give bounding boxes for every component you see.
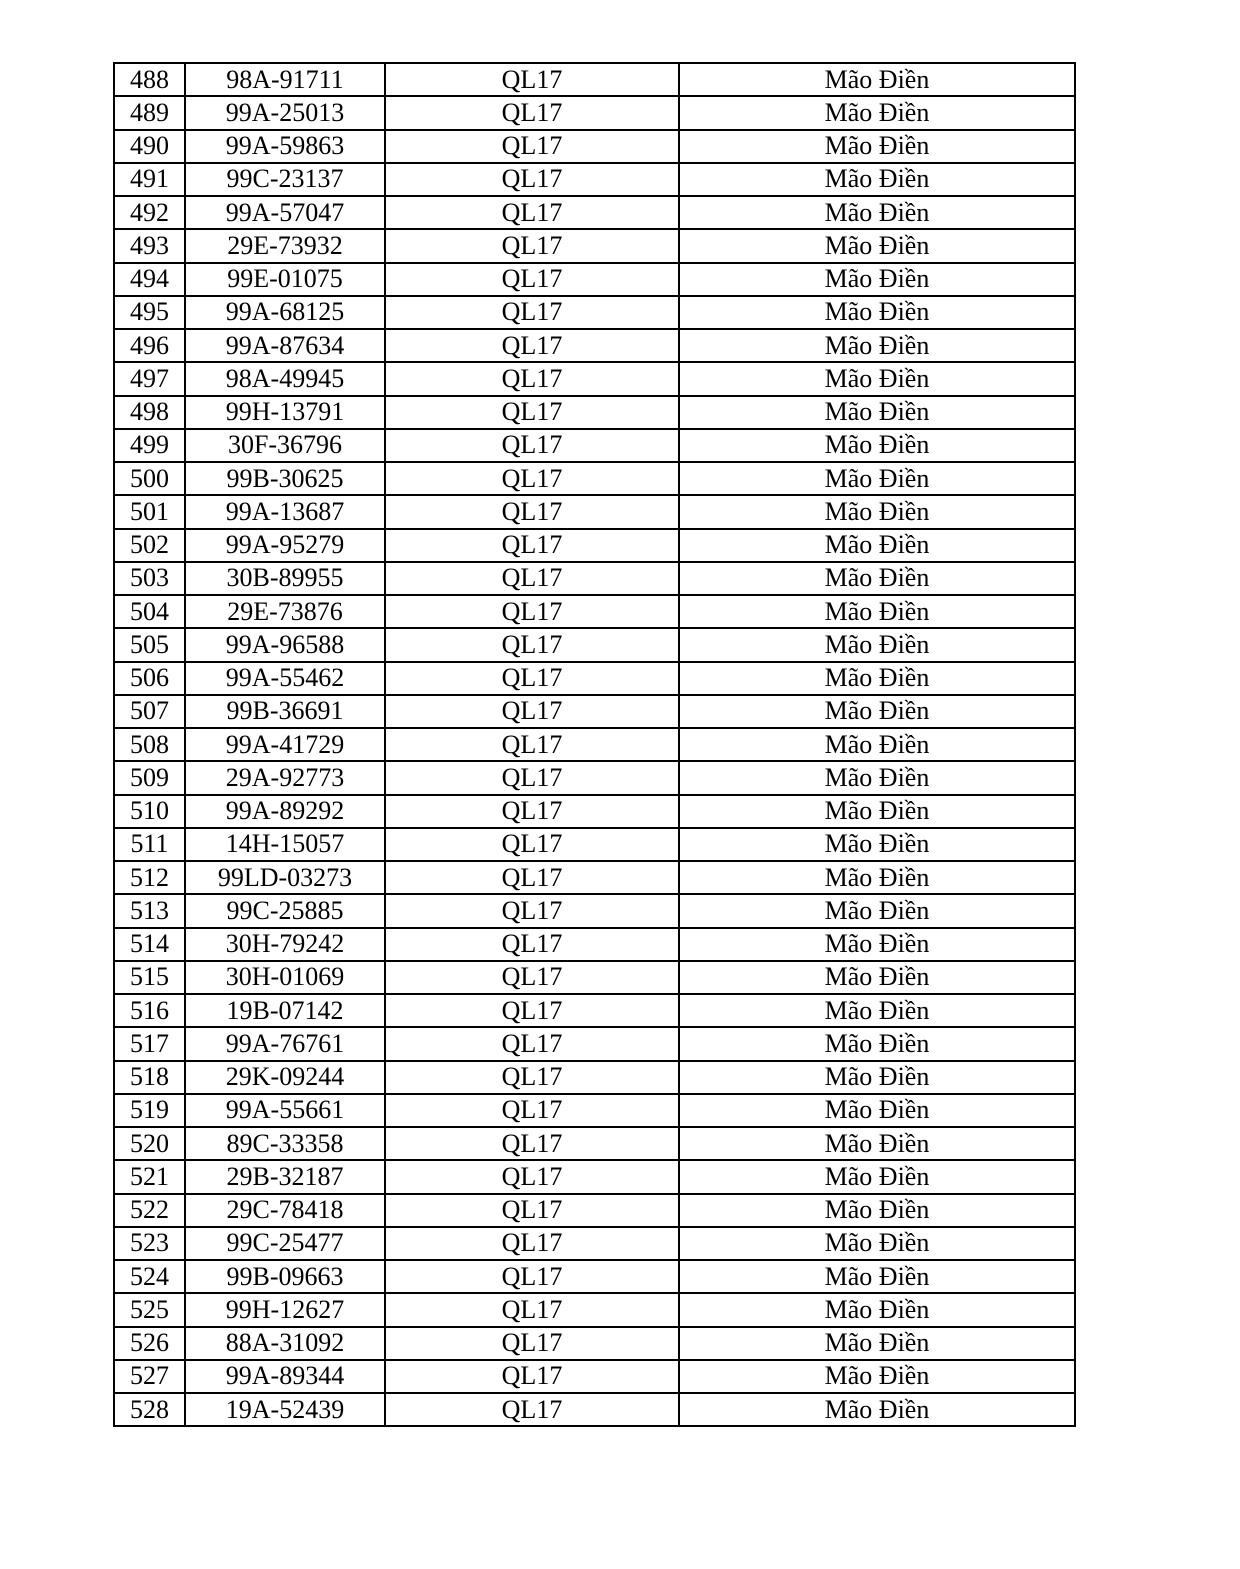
location-cell: Mão Điền	[679, 362, 1075, 395]
table-row	[114, 861, 1075, 894]
table-row	[114, 628, 1075, 661]
location-cell: Mão Điền	[679, 1327, 1075, 1360]
license-plate-cell: 99B-36691	[185, 695, 385, 728]
route-cell: QL17	[385, 1393, 679, 1426]
license-plate-cell: 99A-89292	[185, 795, 385, 828]
table-row	[114, 961, 1075, 994]
table-body	[114, 63, 1075, 1426]
row-number-cell: 488	[114, 63, 185, 96]
table-row	[114, 329, 1075, 362]
location-cell: Mão Điền	[679, 828, 1075, 861]
location-cell: Mão Điền	[679, 296, 1075, 329]
table-row	[114, 994, 1075, 1027]
license-plate-cell: 29E-73932	[185, 229, 385, 262]
license-plate-cell: 99H-12627	[185, 1293, 385, 1326]
location-cell: Mão Điền	[679, 695, 1075, 728]
route-cell: QL17	[385, 429, 679, 462]
license-plate-cell: 19A-52439	[185, 1393, 385, 1426]
table-row	[114, 595, 1075, 628]
license-plate-cell: 89C-33358	[185, 1127, 385, 1160]
table-row	[114, 695, 1075, 728]
location-cell: Mão Điền	[679, 628, 1075, 661]
table-row	[114, 1094, 1075, 1127]
license-plate-cell: 99A-89344	[185, 1360, 385, 1393]
license-plate-cell: 99A-57047	[185, 196, 385, 229]
route-cell: QL17	[385, 196, 679, 229]
location-cell: Mão Điền	[679, 63, 1075, 96]
route-cell: QL17	[385, 263, 679, 296]
table-row	[114, 928, 1075, 961]
route-cell: QL17	[385, 662, 679, 695]
row-number-cell: 492	[114, 196, 185, 229]
route-cell: QL17	[385, 695, 679, 728]
route-cell: QL17	[385, 994, 679, 1027]
table-row	[114, 1327, 1075, 1360]
table-row	[114, 1194, 1075, 1227]
location-cell: Mão Điền	[679, 928, 1075, 961]
row-number-cell: 515	[114, 961, 185, 994]
license-plate-cell: 99B-30625	[185, 462, 385, 495]
route-cell: QL17	[385, 1327, 679, 1360]
table-row	[114, 495, 1075, 528]
location-cell: Mão Điền	[679, 96, 1075, 129]
table-row	[114, 362, 1075, 395]
row-number-cell: 511	[114, 828, 185, 861]
table-row	[114, 662, 1075, 695]
row-number-cell: 496	[114, 329, 185, 362]
location-cell: Mão Điền	[679, 329, 1075, 362]
table-row	[114, 529, 1075, 562]
license-plate-cell: 99A-59863	[185, 130, 385, 163]
table-row	[114, 1393, 1075, 1426]
table-row	[114, 130, 1075, 163]
location-cell: Mão Điền	[679, 662, 1075, 695]
location-cell: Mão Điền	[679, 529, 1075, 562]
location-cell: Mão Điền	[679, 1094, 1075, 1127]
license-plate-cell: 88A-31092	[185, 1327, 385, 1360]
vehicle-table	[113, 62, 1076, 1427]
route-cell: QL17	[385, 1360, 679, 1393]
row-number-cell: 503	[114, 562, 185, 595]
route-cell: QL17	[385, 828, 679, 861]
location-cell: Mão Điền	[679, 495, 1075, 528]
license-plate-cell: 99A-95279	[185, 529, 385, 562]
row-number-cell: 499	[114, 429, 185, 462]
row-number-cell: 522	[114, 1194, 185, 1227]
location-cell: Mão Điền	[679, 795, 1075, 828]
license-plate-cell: 99A-25013	[185, 96, 385, 129]
table-row	[114, 396, 1075, 429]
location-cell: Mão Điền	[679, 761, 1075, 794]
row-number-cell: 491	[114, 163, 185, 196]
license-plate-cell: 99C-23137	[185, 163, 385, 196]
row-number-cell: 489	[114, 96, 185, 129]
table-row	[114, 795, 1075, 828]
row-number-cell: 517	[114, 1027, 185, 1060]
location-cell: Mão Điền	[679, 229, 1075, 262]
location-cell: Mão Điền	[679, 728, 1075, 761]
location-cell: Mão Điền	[679, 1061, 1075, 1094]
route-cell: QL17	[385, 928, 679, 961]
row-number-cell: 514	[114, 928, 185, 961]
table-row	[114, 1293, 1075, 1326]
location-cell: Mão Điền	[679, 163, 1075, 196]
license-plate-cell: 99H-13791	[185, 396, 385, 429]
location-cell: Mão Điền	[679, 263, 1075, 296]
route-cell: QL17	[385, 1227, 679, 1260]
route-cell: QL17	[385, 595, 679, 628]
table-row	[114, 1260, 1075, 1293]
license-plate-cell: 99A-87634	[185, 329, 385, 362]
route-cell: QL17	[385, 229, 679, 262]
location-cell: Mão Điền	[679, 429, 1075, 462]
route-cell: QL17	[385, 462, 679, 495]
row-number-cell: 520	[114, 1127, 185, 1160]
location-cell: Mão Điền	[679, 1027, 1075, 1060]
route-cell: QL17	[385, 296, 679, 329]
table-row	[114, 163, 1075, 196]
license-plate-cell: 29B-32187	[185, 1160, 385, 1193]
route-cell: QL17	[385, 728, 679, 761]
license-plate-cell: 99A-13687	[185, 495, 385, 528]
location-cell: Mão Điền	[679, 1127, 1075, 1160]
row-number-cell: 493	[114, 229, 185, 262]
row-number-cell: 508	[114, 728, 185, 761]
route-cell: QL17	[385, 1094, 679, 1127]
row-number-cell: 494	[114, 263, 185, 296]
route-cell: QL17	[385, 961, 679, 994]
table-row	[114, 894, 1075, 927]
table-row	[114, 263, 1075, 296]
license-plate-cell: 99A-96588	[185, 628, 385, 661]
row-number-cell: 495	[114, 296, 185, 329]
license-plate-cell: 14H-15057	[185, 828, 385, 861]
route-cell: QL17	[385, 130, 679, 163]
route-cell: QL17	[385, 1127, 679, 1160]
location-cell: Mão Điền	[679, 1160, 1075, 1193]
route-cell: QL17	[385, 795, 679, 828]
row-number-cell: 497	[114, 362, 185, 395]
route-cell: QL17	[385, 495, 679, 528]
row-number-cell: 516	[114, 994, 185, 1027]
row-number-cell: 525	[114, 1293, 185, 1326]
row-number-cell: 509	[114, 761, 185, 794]
row-number-cell: 528	[114, 1393, 185, 1426]
route-cell: QL17	[385, 562, 679, 595]
location-cell: Mão Điền	[679, 1194, 1075, 1227]
route-cell: QL17	[385, 529, 679, 562]
location-cell: Mão Điền	[679, 861, 1075, 894]
license-plate-cell: 99E-01075	[185, 263, 385, 296]
route-cell: QL17	[385, 761, 679, 794]
row-number-cell: 523	[114, 1227, 185, 1260]
row-number-cell: 512	[114, 861, 185, 894]
table-row	[114, 728, 1075, 761]
table-row	[114, 196, 1075, 229]
license-plate-cell: 99A-76761	[185, 1027, 385, 1060]
location-cell: Mão Điền	[679, 1293, 1075, 1326]
route-cell: QL17	[385, 362, 679, 395]
table-row	[114, 828, 1075, 861]
row-number-cell: 527	[114, 1360, 185, 1393]
license-plate-cell: 30H-01069	[185, 961, 385, 994]
table-row	[114, 761, 1075, 794]
row-number-cell: 500	[114, 462, 185, 495]
license-plate-cell: 29A-92773	[185, 761, 385, 794]
row-number-cell: 518	[114, 1061, 185, 1094]
location-cell: Mão Điền	[679, 1260, 1075, 1293]
route-cell: QL17	[385, 329, 679, 362]
table-row	[114, 296, 1075, 329]
license-plate-cell: 98A-91711	[185, 63, 385, 96]
license-plate-cell: 29C-78418	[185, 1194, 385, 1227]
location-cell: Mão Điền	[679, 1393, 1075, 1426]
table-row	[114, 1061, 1075, 1094]
route-cell: QL17	[385, 63, 679, 96]
location-cell: Mão Điền	[679, 196, 1075, 229]
license-plate-cell: 30B-89955	[185, 562, 385, 595]
row-number-cell: 524	[114, 1260, 185, 1293]
route-cell: QL17	[385, 396, 679, 429]
license-plate-cell: 99C-25885	[185, 894, 385, 927]
route-cell: QL17	[385, 1061, 679, 1094]
row-number-cell: 505	[114, 628, 185, 661]
table-row	[114, 96, 1075, 129]
row-number-cell: 510	[114, 795, 185, 828]
license-plate-cell: 29K-09244	[185, 1061, 385, 1094]
license-plate-cell: 30F-36796	[185, 429, 385, 462]
route-cell: QL17	[385, 628, 679, 661]
location-cell: Mão Điền	[679, 1227, 1075, 1260]
location-cell: Mão Điền	[679, 396, 1075, 429]
row-number-cell: 490	[114, 130, 185, 163]
license-plate-cell: 99A-55462	[185, 662, 385, 695]
license-plate-cell: 99A-41729	[185, 728, 385, 761]
row-number-cell: 519	[114, 1094, 185, 1127]
license-plate-cell: 99C-25477	[185, 1227, 385, 1260]
license-plate-cell: 98A-49945	[185, 362, 385, 395]
table-row	[114, 1227, 1075, 1260]
table-row	[114, 462, 1075, 495]
row-number-cell: 502	[114, 529, 185, 562]
location-cell: Mão Điền	[679, 894, 1075, 927]
table-row	[114, 1027, 1075, 1060]
row-number-cell: 513	[114, 894, 185, 927]
route-cell: QL17	[385, 894, 679, 927]
route-cell: QL17	[385, 163, 679, 196]
location-cell: Mão Điền	[679, 562, 1075, 595]
row-number-cell: 507	[114, 695, 185, 728]
table-row	[114, 63, 1075, 96]
table-row	[114, 1360, 1075, 1393]
row-number-cell: 526	[114, 1327, 185, 1360]
location-cell: Mão Điền	[679, 130, 1075, 163]
location-cell: Mão Điền	[679, 462, 1075, 495]
license-plate-cell: 99LD-03273	[185, 861, 385, 894]
row-number-cell: 506	[114, 662, 185, 695]
route-cell: QL17	[385, 1293, 679, 1326]
license-plate-cell: 99A-55661	[185, 1094, 385, 1127]
license-plate-cell: 99A-68125	[185, 296, 385, 329]
table-row	[114, 1160, 1075, 1193]
row-number-cell: 521	[114, 1160, 185, 1193]
row-number-cell: 504	[114, 595, 185, 628]
route-cell: QL17	[385, 1027, 679, 1060]
route-cell: QL17	[385, 1260, 679, 1293]
location-cell: Mão Điền	[679, 961, 1075, 994]
location-cell: Mão Điền	[679, 994, 1075, 1027]
license-plate-cell: 19B-07142	[185, 994, 385, 1027]
row-number-cell: 498	[114, 396, 185, 429]
table-row	[114, 429, 1075, 462]
route-cell: QL17	[385, 1194, 679, 1227]
row-number-cell: 501	[114, 495, 185, 528]
license-plate-cell: 30H-79242	[185, 928, 385, 961]
route-cell: QL17	[385, 861, 679, 894]
location-cell: Mão Điền	[679, 1360, 1075, 1393]
table-row	[114, 229, 1075, 262]
license-plate-cell: 99B-09663	[185, 1260, 385, 1293]
route-cell: QL17	[385, 1160, 679, 1193]
location-cell: Mão Điền	[679, 595, 1075, 628]
table-row	[114, 1127, 1075, 1160]
route-cell: QL17	[385, 96, 679, 129]
license-plate-cell: 29E-73876	[185, 595, 385, 628]
table-row	[114, 562, 1075, 595]
